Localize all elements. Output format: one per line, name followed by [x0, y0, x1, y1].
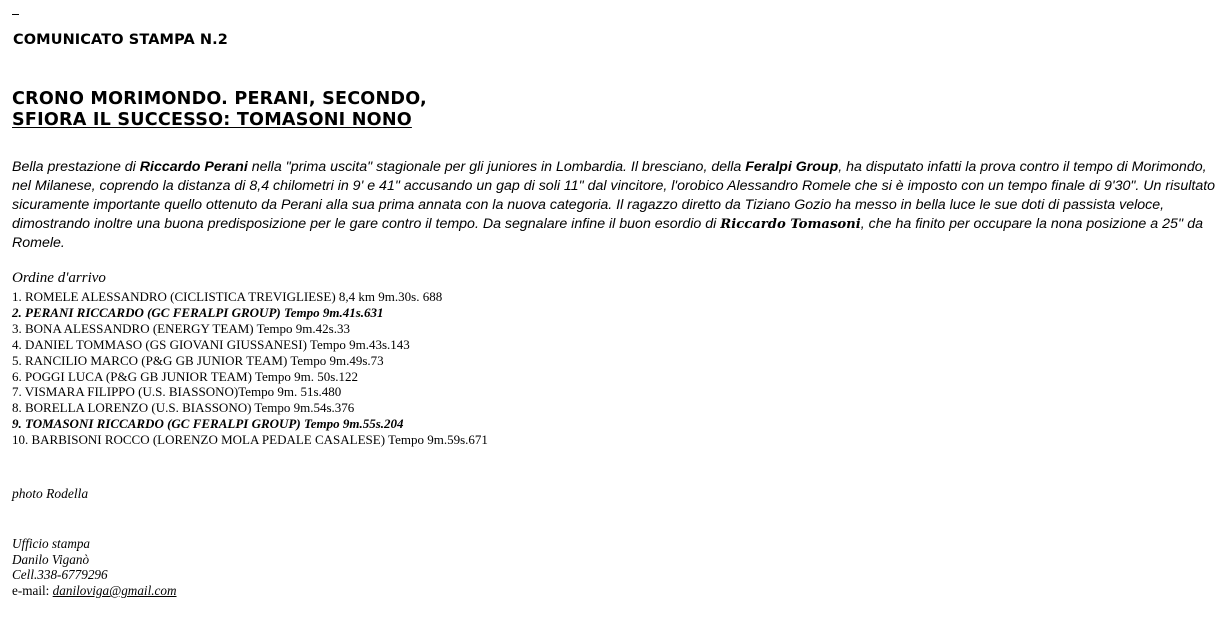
- contact-phone: Cell.338-6779296: [12, 567, 108, 583]
- results-list: [12, 289, 488, 448]
- result-row-highlighted: 9. TOMASONI RICCARDO (GC FERALPI GROUP) Tempo 9m.55s.204: [12, 416, 404, 432]
- photo-credit: photo Rodella: [12, 486, 89, 501]
- article-body: [12, 158, 1217, 253]
- headline-line-2: SFIORA IL SUCCESSO: TOMASONI NONO: [12, 110, 412, 130]
- rider-name-tomasoni: Riccardo Tomasoni: [720, 217, 861, 232]
- release-label: COMUNICATO STAMPA N.2: [13, 32, 228, 48]
- headline-line-1: CRONO MORIMONDO. PERANI, SECONDO,: [12, 89, 427, 109]
- article-text-2: nella "prima uscita" stagionale per gli juniores in Lombardia. Il bresciano, della: [247, 159, 746, 175]
- results-title: Ordine d'arrivo: [12, 270, 106, 286]
- result-row: 1. ROMELE ALESSANDRO (CICLISTICA TREVIGLIESE) 8,4 km 9m.30s. 688: [12, 289, 443, 304]
- article-text-3: , ha disputato infatti la prova contro il tempo di Morimondo, nel Milanese, coprendo la distanza di 8,4 chilometri in 9' e 41" accusando un gap di soli 11" dal vincitore, l'orobico Alessandro Romele che si è imposto con un tempo finale di 9'30". Un risultato sicuramente importante quello ottenuto da Perani alla sua prima annata con la nuova categoria. Il ragazzo diretto da Tiziano Gozio ha messo in bella luce le sue doti di passista veloce, dimostrando inoltre una buona predisposizione per le gare contro il tempo. Da segnalare infine il buon esordio di: [12, 159, 1216, 232]
- team-name: Feralpi Group: [745, 159, 839, 175]
- contact-email-line: [12, 583, 177, 599]
- result-row: 6. POGGI LUCA (P&G GB JUNIOR TEAM) Tempo 9m. 50s.122: [12, 368, 359, 384]
- article-text-4: , che ha finito per occupare la nona posizione a 25'' da Romele.: [12, 216, 1203, 251]
- result-row: 7. VISMARA FILIPPO (U.S. BIASSONO)Tempo 9m. 51s.480: [12, 384, 342, 400]
- top-dash: [12, 14, 19, 15]
- article-text-1: Bella prestazione di: [12, 159, 140, 175]
- result-row: 5. RANCILIO MARCO (P&G GB JUNIOR TEAM) Tempo 9m.49s.73: [12, 352, 384, 368]
- email-link[interactable]: daniloviga@gmail.com: [52, 583, 177, 599]
- rider-name-perani: Riccardo Perani: [139, 159, 248, 175]
- result-row: 10. BARBISONI ROCCO (LORENZO MOLA PEDALE CASALESE) Tempo 9m.59s.671: [12, 432, 488, 448]
- result-row: 4. DANIEL TOMMASO (GS GIOVANI GIUSSANESI) Tempo 9m.43s.143: [12, 336, 410, 352]
- contact-block: [12, 536, 177, 599]
- email-label: e-mail:: [12, 583, 53, 599]
- result-row-highlighted: 2. PERANI RICCARDO (GC FERALPI GROUP) Tempo 9m.41s.631: [12, 304, 384, 320]
- contact-name: Danilo Viganò: [12, 551, 90, 567]
- result-row: 8. BORELLA LORENZO (U.S. BIASSONO) Tempo 9m.54s.376: [12, 400, 355, 416]
- office-label: Ufficio stampa: [12, 536, 91, 551]
- result-row: 3. BONA ALESSANDRO (ENERGY TEAM) Tempo 9m.42s.33: [12, 320, 350, 336]
- headline: [12, 89, 427, 131]
